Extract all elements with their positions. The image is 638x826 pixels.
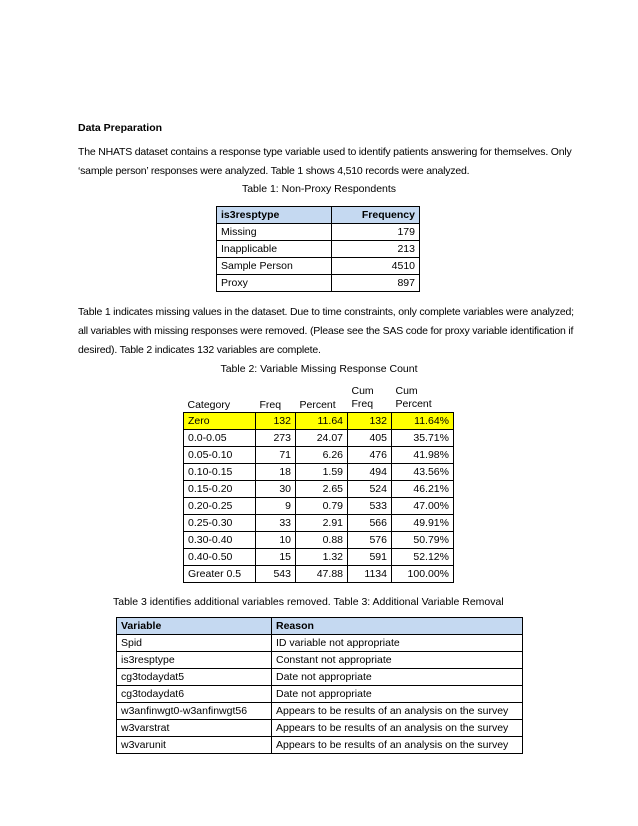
table-cell: 0.0-0.05: [184, 430, 256, 447]
table-cell: 213: [331, 241, 419, 258]
table2-header: Percent: [296, 384, 348, 413]
table-cell: 4510: [331, 258, 419, 275]
table-row: [117, 737, 523, 754]
table-cell: Appears to be results of an analysis on the survey: [272, 737, 523, 754]
table-row: [117, 652, 523, 669]
table-row: [184, 430, 454, 447]
table-cell: 566: [348, 515, 392, 532]
table-cell: 0.20-0.25: [184, 498, 256, 515]
table-cell: 0.15-0.20: [184, 481, 256, 498]
table-cell: 1.59: [296, 464, 348, 481]
table-cell: 30: [256, 481, 296, 498]
table-row: [184, 566, 454, 583]
table-cell: 576: [348, 532, 392, 549]
table2-header: Cum Freq: [348, 384, 392, 413]
table-cell: 0.30-0.40: [184, 532, 256, 549]
table-row: [184, 532, 454, 549]
table-cell: 15: [256, 549, 296, 566]
table-cell: Proxy: [217, 275, 332, 292]
table-missing-response-count: [183, 384, 454, 583]
table-row: [184, 515, 454, 532]
table-cell: Missing: [217, 224, 332, 241]
table-cell: 47.88: [296, 566, 348, 583]
table-cell: 11.64%: [392, 413, 454, 430]
table-cell: 41.98%: [392, 447, 454, 464]
table-cell: 46.21%: [392, 481, 454, 498]
table2-caption: Table 2: Variable Missing Response Count: [220, 363, 418, 375]
table-cell: Appears to be results of an analysis on the survey: [272, 703, 523, 720]
table-cell: 0.05-0.10: [184, 447, 256, 464]
table-cell: 132: [348, 413, 392, 430]
table-row: [117, 686, 523, 703]
missing-values-paragraph: Table 1 indicates missing values in the dataset. Due to time constraints, only complete variables were analyzed; all variables with missing responses were removed. (Please see the SAS code for proxy variable identification if desired). Table 2 indicates 132 variables are complete.: [78, 306, 574, 356]
table-row: [217, 224, 420, 241]
table-cell: 132: [256, 413, 296, 430]
table-cell: ID variable not appropriate: [272, 635, 523, 652]
table-row: [217, 275, 420, 292]
table-cell: 100.00%: [392, 566, 454, 583]
table-cell: 533: [348, 498, 392, 515]
table1-caption: Table 1: Non-Proxy Respondents: [241, 183, 397, 195]
table-cell: 897: [331, 275, 419, 292]
table-cell: Sample Person: [217, 258, 332, 275]
table-cell: Appears to be results of an analysis on the survey: [272, 720, 523, 737]
table-cell: Date not appropriate: [272, 686, 523, 703]
table-row: [184, 549, 454, 566]
table3-caption: Table 3 identifies additional variables removed. Table 3: Additional Variable Removal: [113, 596, 504, 608]
table-cell: cg3todaydat6: [117, 686, 272, 703]
table-cell: 47.00%: [392, 498, 454, 515]
table-cell: 43.56%: [392, 464, 454, 481]
table-cell: w3anfinwgt0-w3anfinwgt56: [117, 703, 272, 720]
table-cell: 2.65: [296, 481, 348, 498]
table-row: [117, 720, 523, 737]
table-cell: 543: [256, 566, 296, 583]
table-row: [117, 635, 523, 652]
table-cell: 179: [331, 224, 419, 241]
table-cell: cg3todaydat5: [117, 669, 272, 686]
table-cell: 0.10-0.15: [184, 464, 256, 481]
table-cell: 0.40-0.50: [184, 549, 256, 566]
section-heading: Data Preparation: [78, 122, 163, 134]
table-cell: 524: [348, 481, 392, 498]
table-row-highlighted: [184, 413, 454, 430]
table-cell: w3varstrat: [117, 720, 272, 737]
table-cell: 35.71%: [392, 430, 454, 447]
table-cell: is3resptype: [117, 652, 272, 669]
table-row: [184, 498, 454, 515]
table-cell: 1.32: [296, 549, 348, 566]
table1-header: is3resptype: [217, 207, 332, 224]
table-cell: 49.91%: [392, 515, 454, 532]
table-row: [217, 241, 420, 258]
table-cell: 1134: [348, 566, 392, 583]
table-cell: 71: [256, 447, 296, 464]
table-cell: 24.07: [296, 430, 348, 447]
table-cell: 2.91: [296, 515, 348, 532]
table-cell: 10: [256, 532, 296, 549]
table-row: [184, 447, 454, 464]
table-cell: 0.79: [296, 498, 348, 515]
table-row: [117, 703, 523, 720]
table-cell: Zero: [184, 413, 256, 430]
table2-header: Category: [184, 384, 256, 413]
table-cell: 273: [256, 430, 296, 447]
table-row: [117, 669, 523, 686]
table-cell: Spid: [117, 635, 272, 652]
table-cell: 33: [256, 515, 296, 532]
table-cell: 0.25-0.30: [184, 515, 256, 532]
table-cell: 18: [256, 464, 296, 481]
table1-header: Frequency: [331, 207, 419, 224]
table3-header: Reason: [272, 618, 523, 635]
table-row: [184, 481, 454, 498]
table-row: [217, 258, 420, 275]
table-cell: 0.88: [296, 532, 348, 549]
table-cell: Inapplicable: [217, 241, 332, 258]
table3-header: Variable: [117, 618, 272, 635]
table-row: [184, 464, 454, 481]
intro-paragraph: The NHATS dataset contains a response type variable used to identify patients answering for themselves. Only ‘sample person’ responses were analyzed. Table 1 shows 4,510 records were analyzed.: [78, 146, 572, 177]
table-cell: Date not appropriate: [272, 669, 523, 686]
table-additional-variable-removal: [116, 617, 523, 754]
table-cell: 50.79%: [392, 532, 454, 549]
table-cell: 494: [348, 464, 392, 481]
table-cell: 405: [348, 430, 392, 447]
table-cell: w3varunit: [117, 737, 272, 754]
table-cell: 11.64: [296, 413, 348, 430]
table-cell: Greater 0.5: [184, 566, 256, 583]
table-cell: 591: [348, 549, 392, 566]
table-cell: Constant not appropriate: [272, 652, 523, 669]
table-cell: 476: [348, 447, 392, 464]
table-cell: 6.26: [296, 447, 348, 464]
table2-header: Freq: [256, 384, 296, 413]
table-non-proxy-respondents: [216, 206, 420, 292]
table-cell: 52.12%: [392, 549, 454, 566]
table2-header: Cum Percent: [392, 384, 454, 413]
table-cell: 9: [256, 498, 296, 515]
